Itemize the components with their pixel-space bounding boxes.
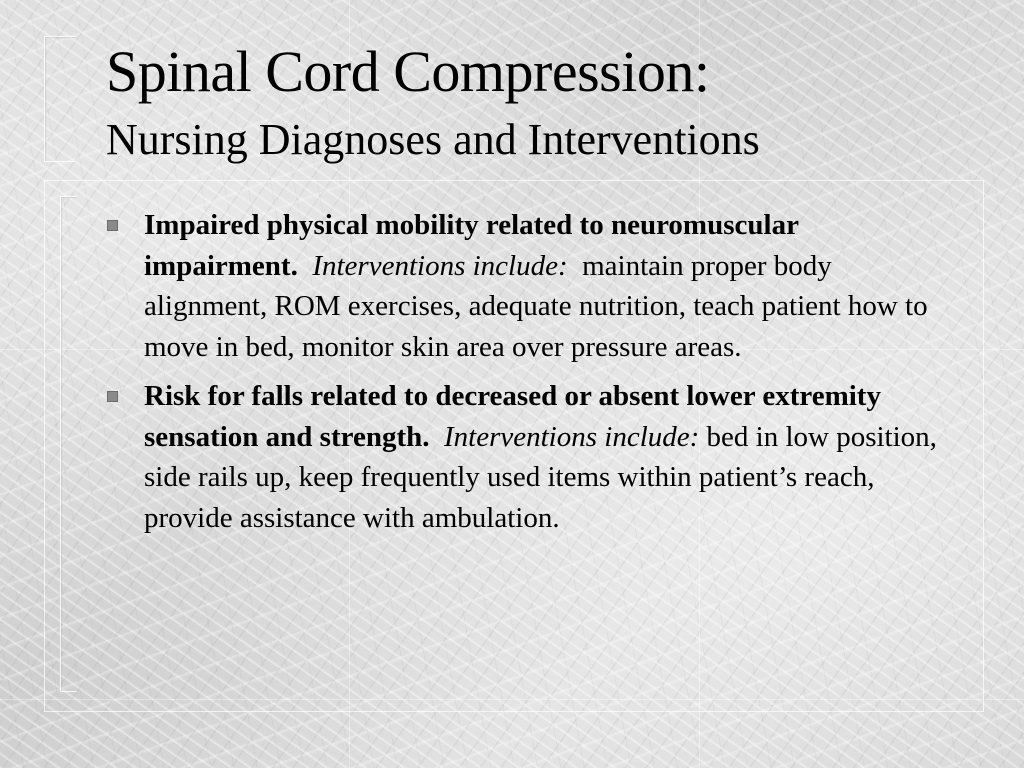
list-item (103, 205, 953, 367)
diagnosis-text: Impaired physical mobility related to neuromuscular impairment. (144, 209, 799, 282)
square-bullet-icon (107, 220, 118, 231)
slide-subtitle: Nursing Diagnoses and Interventions (106, 115, 760, 164)
square-bullet-icon (107, 391, 118, 402)
list-item (103, 376, 953, 538)
interventions-label: Interventions include: (444, 420, 700, 453)
bullet-list (103, 205, 953, 547)
diagnosis-text: Risk for falls related to decreased or absent lower extremity sensation and strength. (144, 380, 881, 453)
interventions-text: bed in low position, side rails up, keep frequently used items within patient’s reach, provide assistance with ambulation. (144, 420, 937, 534)
slide-title: Spinal Cord Compression: (106, 39, 710, 104)
interventions-text: maintain proper body alignment, ROM exercises, adequate nutrition, teach patient how to move in bed, monitor skin area over pressure areas. (144, 249, 928, 363)
title-accent-bar (44, 36, 75, 162)
interventions-label: Interventions include: (312, 249, 568, 282)
